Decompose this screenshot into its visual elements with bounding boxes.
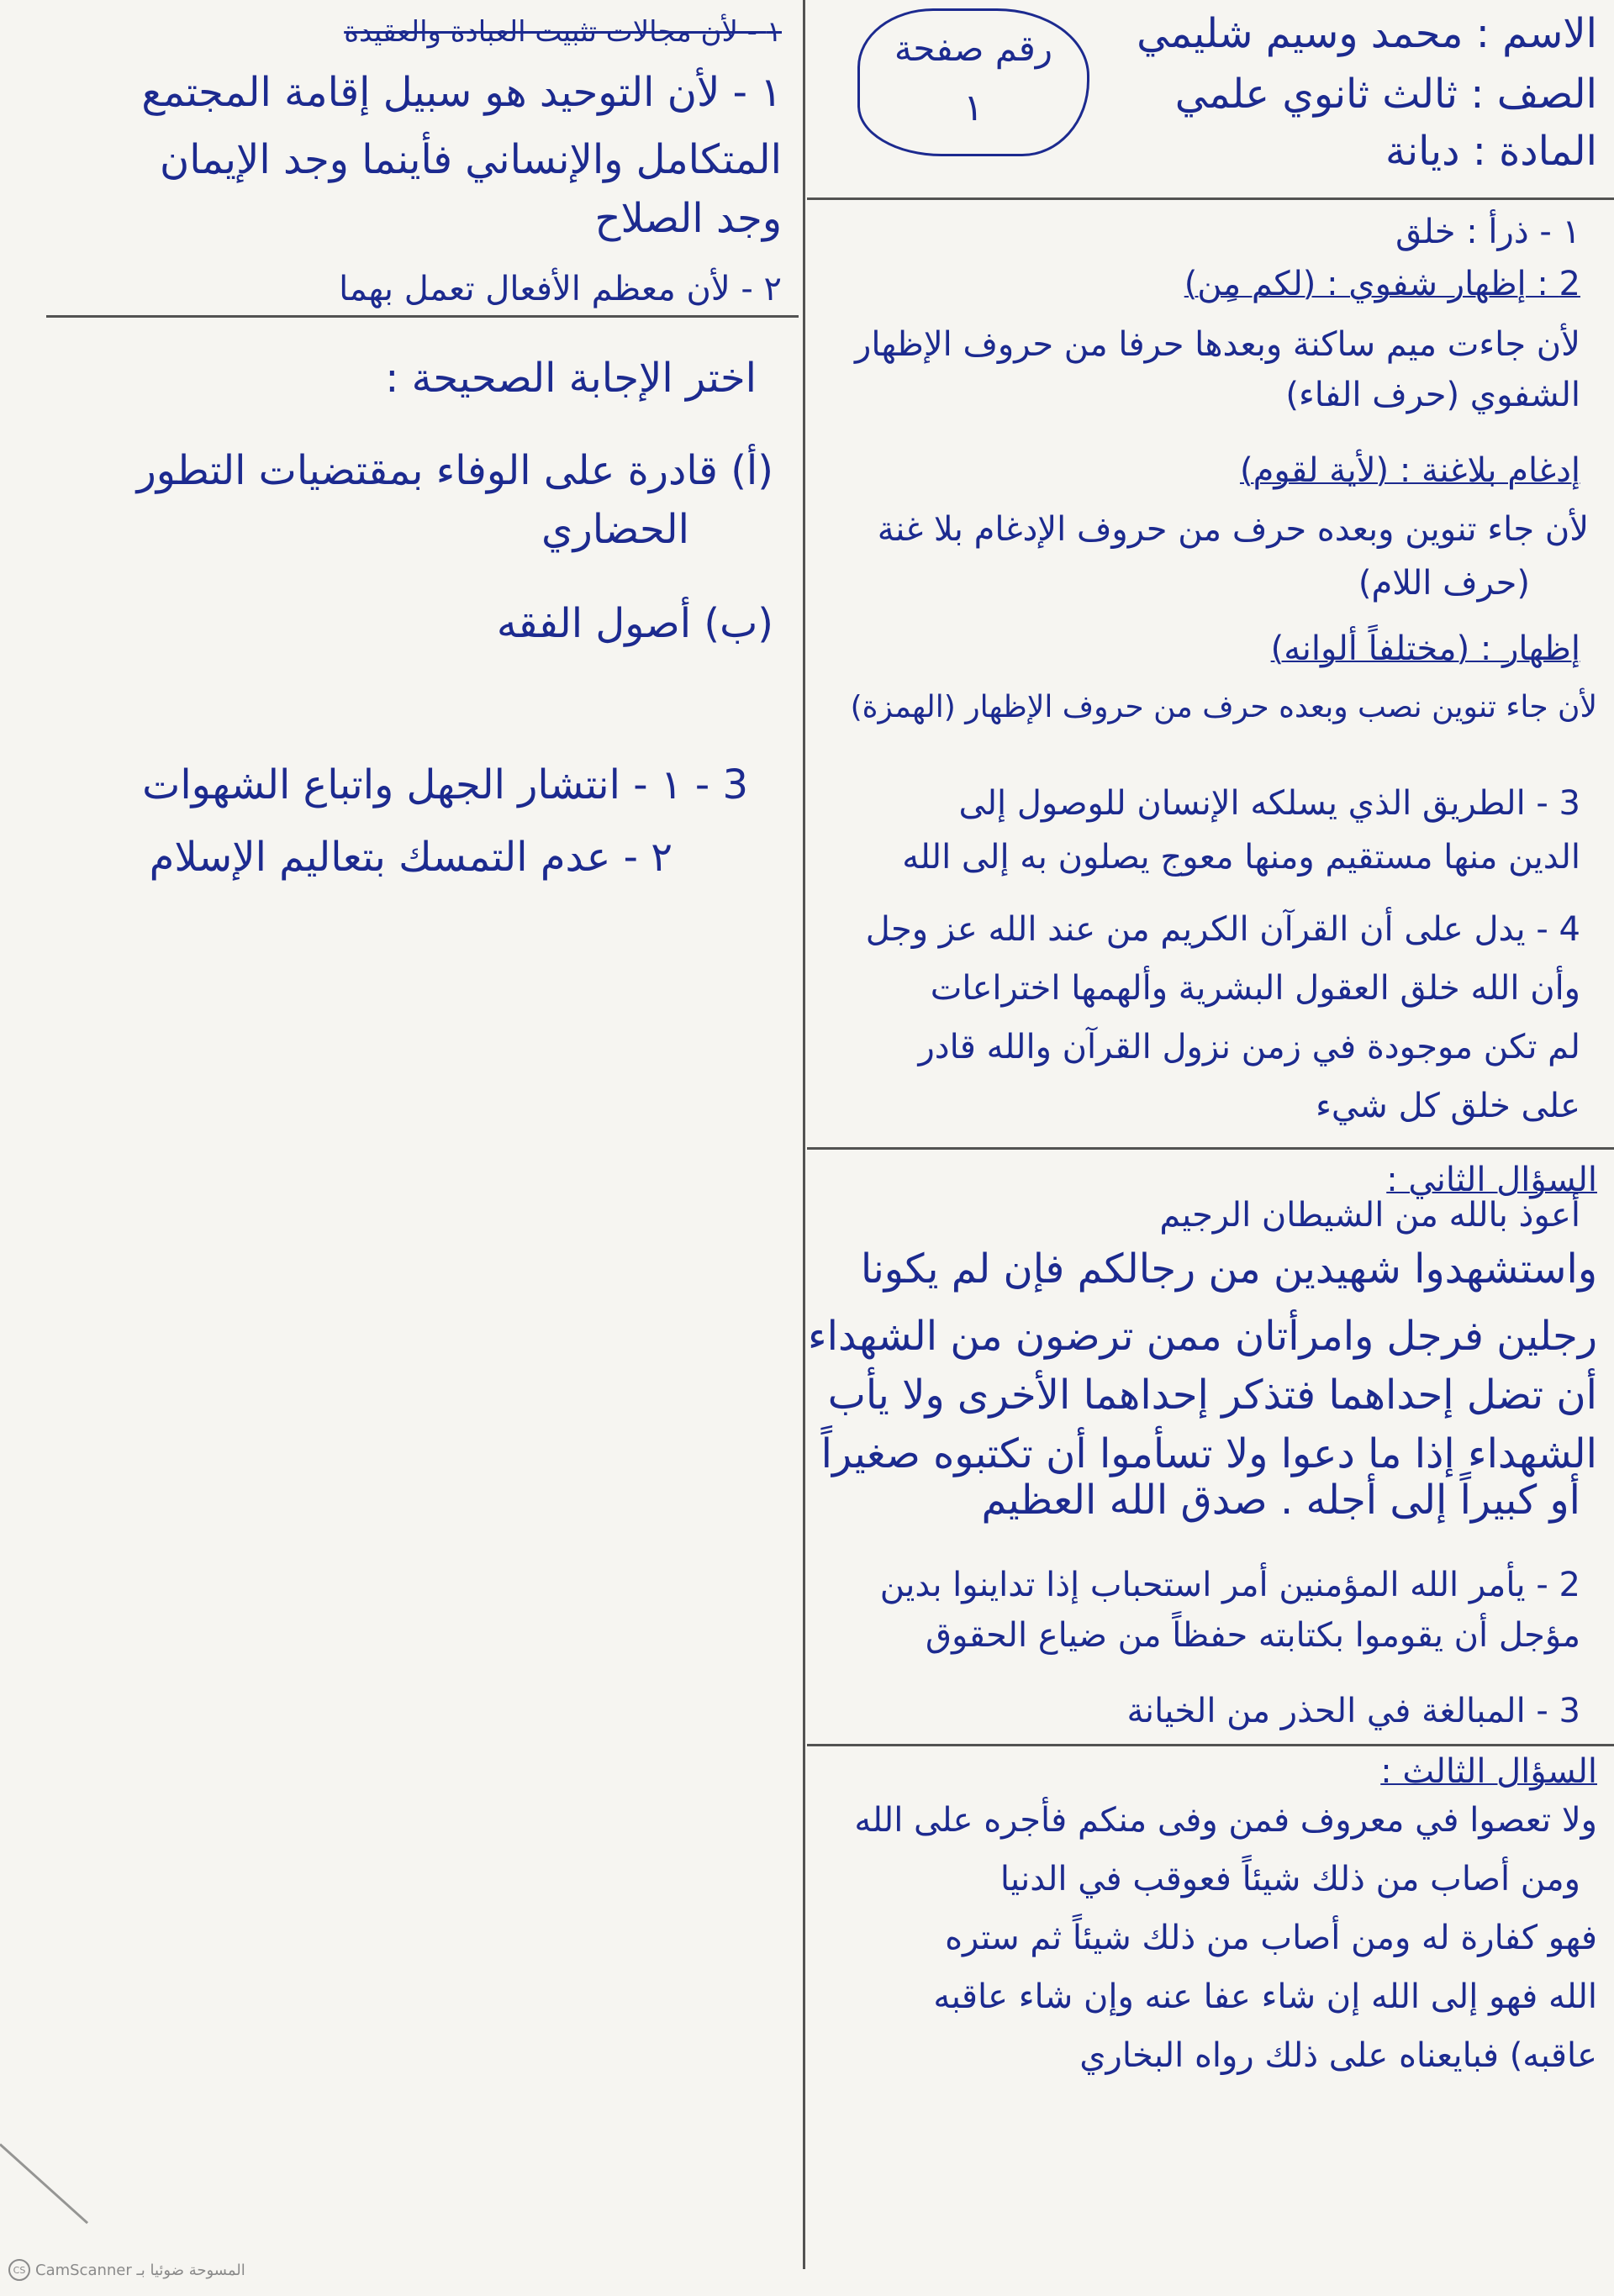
subject-name: المادة : ديانة [1385, 128, 1597, 175]
answer-line: عاقبه) فبايعناه على ذلك رواه البخاري [1079, 2036, 1597, 2075]
section-separator [807, 1147, 1614, 1150]
answer-line: وأن الله خلق العقول البشرية وألهمها اختراعات [930, 969, 1580, 1008]
page-number: ١ [963, 87, 984, 129]
answer-line: وجد الصلاح [594, 195, 782, 242]
student-grade: الصف : ثالث ثانوي علمي [1174, 71, 1597, 118]
scanner-watermark [8, 2259, 245, 2281]
student-name: الاسم : محمد وسيم شليمي [1137, 10, 1597, 57]
scan-edge-mark [0, 2143, 88, 2224]
answer-line: 3 - ١ - انتشار الجهل واتباع الشهوات [142, 761, 748, 808]
answer-line: ٢ - لأن معظم الأفعال تعمل بهما [339, 270, 782, 308]
answer-line: (ب) أصول الفقه [496, 600, 773, 647]
answer-line: 2 : إظهار شفوي : (لكم مِن) [1184, 265, 1580, 303]
answer-line: لأن جاء تنوين وبعده حرف من حروف الإدغام بلا غنة [877, 510, 1589, 549]
answer-line: أن تضل إحداهما فتذكر إحداهما الأخرى ولا يأب [827, 1372, 1597, 1419]
answer-line: واستشهدوا شهيدين من رجالكم فإن لم يكونا [860, 1245, 1597, 1293]
answer-line: الدين منها مستقيم ومنها معوج يصلون به إلى الله [902, 838, 1580, 877]
question-title: السؤال الثاني : [1386, 1161, 1597, 1199]
answer-line: فهو كفارة له ومن أصاب من ذلك شيئاً ثم ستره [945, 1919, 1597, 1957]
page-number-label: رقم صفحة [894, 28, 1053, 69]
section-separator [807, 1744, 1614, 1746]
answer-line: ١ - ذرأ : خلق [1395, 213, 1580, 251]
answer-line: ١ - لأن التوحيد هو سبيل إقامة المجتمع [141, 69, 782, 116]
answer-line: لم تكن موجودة في زمن نزول القرآن والله قادر [918, 1028, 1580, 1066]
page-number-box [857, 8, 1089, 156]
answer-line: الحضاري [541, 506, 689, 553]
answer-line: لأن جاءت ميم ساكنة وبعدها حرفا من حروف الإظهار [855, 325, 1580, 364]
answer-line: على خلق كل شيء [1316, 1087, 1580, 1125]
answer-line: رجلين فرجل وامرأتان ممن ترضون من الشهداء [808, 1313, 1597, 1360]
camscanner-logo-icon: CS [8, 2259, 30, 2281]
answer-line: إظهار : (مختلفاً ألوانه) [1270, 629, 1580, 668]
section-title: اختر الإجابة الصحيحة : [385, 355, 757, 402]
answer-line: أعوذ بالله من الشيطان الرجيم [1159, 1196, 1580, 1235]
answer-line: أو كبيراً إلى أجله . صدق الله العظيم [981, 1477, 1580, 1524]
answer-line: ولا تعصوا في معروف فمن وفى منكم فأجره على الله [854, 1801, 1597, 1840]
answer-line: ومن أصاب من ذلك شيئاً فعوقب في الدنيا [1000, 1860, 1580, 1898]
answer-line: 2 - يأمر الله المؤمنين أمر استحباب إذا تداينوا بدين [879, 1566, 1580, 1604]
answer-line: الشهداء إذا ما دعوا ولا تسأموا أن تكتبوه صغيراً [820, 1430, 1597, 1477]
answer-line: الله فهو إلى الله إن شاء عفا عنه وإن شاء عاقبه [933, 1977, 1597, 2016]
answer-line: (حرف اللام) [1358, 564, 1530, 603]
column-divider [803, 0, 805, 2269]
question-title: السؤال الثالث : [1380, 1752, 1597, 1791]
answer-line: (أ) قادرة على الوفاء بمقتضيات التطور [136, 447, 773, 494]
answer-line: ٢ - عدم التمسك بتعاليم الإسلام [149, 834, 672, 881]
answer-line: المتكامل والإنساني فأينما وجد الإيمان [159, 136, 782, 183]
answer-line: إدغام بلاغنة : (لأية لقوم) [1239, 451, 1580, 490]
answer-line: لأن جاء تنوين نصب وبعده حرف من حروف الإظهار (الهمزة) [850, 690, 1597, 724]
answer-line: الشفوي (حرف الفاء) [1285, 376, 1580, 414]
crossed-out-line: ١ - لأن مجالات تثبيت العبادة والعقيدة [344, 15, 782, 49]
header-separator [807, 197, 1614, 200]
answer-line: مؤجل أن يقوموا بكتابته حفظاً من ضياع الحقوق [926, 1616, 1580, 1655]
answer-line: 4 - يدل على أن القرآن الكريم من عند الله عز وجل [865, 910, 1580, 949]
section-separator [46, 315, 799, 318]
watermark-text: CamScanner المسوحة ضوئيا بـ [35, 2261, 245, 2279]
answer-line: 3 - المبالغة في الحذر من الخيانة [1126, 1692, 1580, 1730]
answer-line: 3 - الطريق الذي يسلكه الإنسان للوصول إلى [958, 784, 1580, 823]
